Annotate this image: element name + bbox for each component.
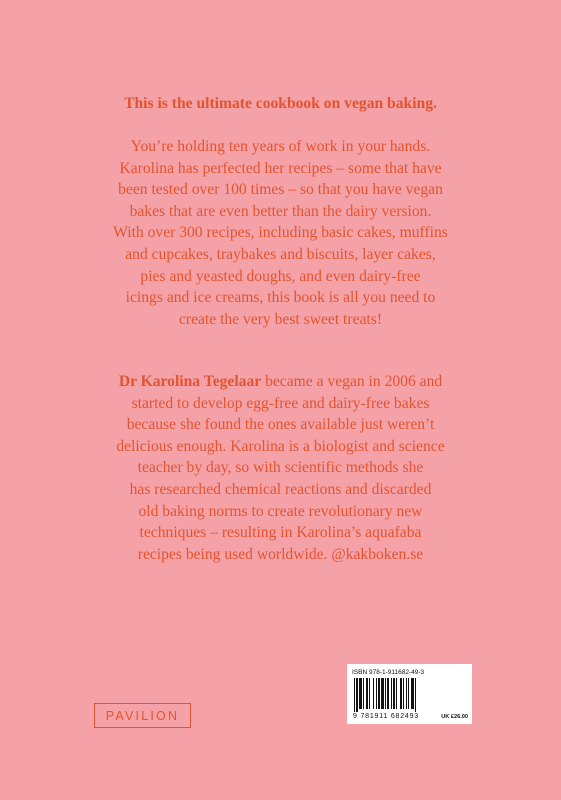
author-name: Dr Karolina Tegelaar — [118, 373, 262, 390]
tagline: This is the ultimate cookbook on vegan baking. — [124, 95, 437, 112]
barcode-bar — [406, 678, 407, 709]
blurb-line: With over 300 recipes, including basic cakes, muffins — [113, 224, 448, 242]
blurb-line: and cupcakes, traybakes and biscuits, layer cakes, — [125, 245, 436, 263]
barcode-bar — [363, 678, 364, 709]
barcode-bar — [411, 678, 414, 709]
bio-line: recipes being used worldwide. @kakboken.se — [137, 545, 424, 563]
bio-line: teacher by day, so with scientific methods she — [137, 459, 424, 477]
bio-line: delicious enough. Karolina is a biologist and science — [116, 437, 445, 455]
isbn-label: ISBN 978-1-911682-49-3 — [352, 669, 425, 676]
barcode-bar — [393, 678, 395, 709]
author-bio — [80, 371, 481, 565]
barcode-digits: 9 781911 682493 — [353, 713, 419, 720]
barcode-icon — [354, 678, 442, 712]
barcode-bar — [400, 678, 402, 709]
barcode-bar — [415, 678, 416, 712]
price-label: UK £26.00 — [441, 714, 468, 720]
bio-first-line-rest: became a vegan in 2006 and — [261, 373, 443, 390]
barcode-panel — [347, 664, 472, 724]
blurb-line: been tested over 100 times – so that you have vegan — [118, 181, 443, 199]
barcode-bar — [408, 678, 409, 709]
barcode-bar — [378, 678, 380, 709]
barcode-bar — [403, 678, 404, 709]
barcode-bar — [359, 678, 362, 709]
bio-line: old baking norms to create revolutionary new — [138, 502, 423, 520]
blurb-line: icings and ice creams, this book is all you need to — [125, 289, 436, 307]
barcode-bar — [387, 678, 389, 709]
blurb-line: create the very best sweet treats! — [178, 310, 383, 328]
blurb-line: Karolina has perfected her recipes – some that have — [119, 159, 442, 177]
pavilion-logo: PAVILION — [94, 703, 191, 728]
blurb-line: bakes that are even better than the dairy version. — [129, 202, 432, 220]
barcode-bar — [385, 678, 386, 709]
bio-line: started to develop egg-free and dairy-free bakes — [131, 394, 430, 412]
blurb-line: You’re holding ten years of work in your hands. — [130, 138, 431, 155]
barcode-bar — [373, 678, 374, 709]
bio-line: techniques – resulting in Karolina’s aquafaba — [139, 524, 422, 542]
barcode-bar — [356, 678, 358, 712]
bio-line — [80, 371, 481, 393]
barcode-bar — [376, 678, 377, 709]
bio-line: because she found the ones available just weren’t — [126, 416, 435, 434]
barcode-bar — [391, 678, 392, 709]
blurb-line: pies and yeasted doughs, and even dairy-free — [140, 267, 421, 285]
barcode-bar — [366, 678, 368, 709]
barcode-bar — [354, 678, 355, 712]
bio-line: has researched chemical reactions and discarded — [129, 480, 432, 498]
barcode-bar — [369, 678, 370, 709]
blurb — [80, 136, 481, 330]
barcode-bar — [381, 678, 384, 709]
barcode-bar — [396, 678, 397, 709]
